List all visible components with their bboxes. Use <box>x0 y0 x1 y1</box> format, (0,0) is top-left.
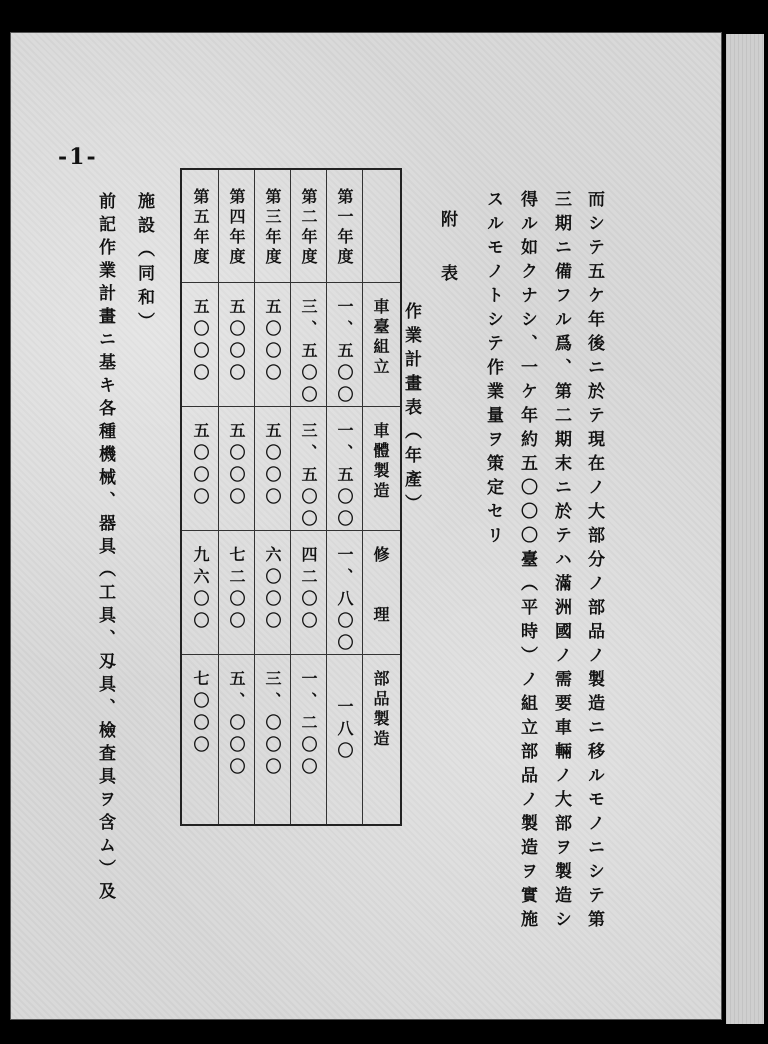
column-header: 車臺組立 <box>371 298 390 378</box>
table-cell: 五〇〇〇 <box>263 298 282 386</box>
document-page <box>10 32 722 1020</box>
page-number: -1- <box>58 144 98 170</box>
appendix-label: 附 表 <box>437 210 457 291</box>
table-divider <box>290 170 291 824</box>
table-cell: 一、五〇〇 <box>335 422 354 532</box>
section-heading: 施設（同和） <box>134 192 154 336</box>
table-divider <box>182 530 400 531</box>
table-divider <box>182 282 400 283</box>
adjacent-page-edge <box>726 34 764 1024</box>
table-cell: 七二〇〇 <box>227 546 246 634</box>
table-title: 作業計畫表（年產） <box>401 302 421 518</box>
table-cell: 一、二〇〇 <box>299 670 318 780</box>
table-cell: 三、五〇〇 <box>299 422 318 532</box>
body-line-2: 三期ニ備フル爲、第二期末ニ於テハ滿洲國ノ需要車輛ノ大部ヲ製造シ <box>551 190 571 934</box>
body-line-5: 前記作業計畫ニ基キ各種機械、器具（工具、刄具、檢査具ヲ含ム）及 <box>95 192 115 905</box>
table-cell: 五〇〇〇 <box>263 422 282 510</box>
table-divider <box>182 406 400 407</box>
row-label: 第四年度 <box>227 188 246 268</box>
table-divider <box>218 170 219 824</box>
table-cell: 三、〇〇〇 <box>263 670 282 780</box>
table-cell: 四二〇〇 <box>299 546 318 634</box>
column-header: 部品製造 <box>371 670 390 750</box>
body-line-1: 而シテ五ケ年後ニ於テ現在ノ大部分ノ部品ノ製造ニ移ルモノニシテ第 <box>584 190 604 934</box>
row-label: 第三年度 <box>263 188 282 268</box>
table-divider <box>362 170 363 824</box>
table-cell: 一、五〇〇 <box>335 298 354 408</box>
work-plan-table <box>180 168 402 826</box>
column-header: 修 理 <box>371 546 390 626</box>
table-cell: 九六〇〇 <box>191 546 210 634</box>
table-divider <box>254 170 255 824</box>
table-cell: 五、〇〇〇 <box>227 670 246 780</box>
body-line-4: スルモノトシテ作業量ヲ策定セリ <box>483 190 503 550</box>
table-cell: 五〇〇〇 <box>227 298 246 386</box>
table-cell: 五〇〇〇 <box>191 298 210 386</box>
row-label: 第一年度 <box>335 188 354 268</box>
table-divider <box>326 170 327 824</box>
row-label: 第二年度 <box>299 188 318 268</box>
table-cell: 一、八〇〇 <box>335 546 354 656</box>
table-cell: 六〇〇〇 <box>263 546 282 634</box>
table-cell: 五〇〇〇 <box>227 422 246 510</box>
table-cell: 一八〇 <box>335 698 354 764</box>
row-label: 第五年度 <box>191 188 210 268</box>
body-line-3: 得ル如クナシ、一ケ年約五〇〇〇臺（平時）ノ組立部品ノ製造ヲ實施 <box>517 190 537 934</box>
table-cell: 三、五〇〇 <box>299 298 318 408</box>
column-header: 車體製造 <box>371 422 390 502</box>
table-cell: 五〇〇〇 <box>191 422 210 510</box>
table-cell: 七〇〇〇 <box>191 670 210 758</box>
table-divider <box>182 654 400 655</box>
